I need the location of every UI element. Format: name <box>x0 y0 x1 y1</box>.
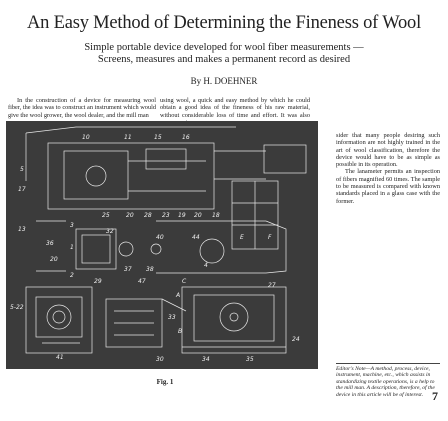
figure-label: A <box>176 292 181 299</box>
figure-label: C <box>182 278 187 285</box>
byline-prefix: By <box>190 76 202 86</box>
figure-label: 41 <box>56 354 64 361</box>
figure-label: 20 <box>126 212 134 219</box>
author-name: H. DOEHNER <box>203 76 258 86</box>
editors-note: Editor's Note—A method, process, device, instrument, machine, etc., which assists in standardizing textile operations, is a help to the mill man. A description, therefore, of the device in this article will be of interest. <box>336 363 440 398</box>
article-title: An Easy Method of Determining the Fineness of Wool <box>26 13 422 33</box>
figure-label: 20 <box>194 212 202 219</box>
figure-label: 2 <box>70 272 74 279</box>
figure-label: 28 <box>144 212 152 219</box>
figure-label: 16 <box>182 134 190 141</box>
figure-label: 17 <box>18 186 26 193</box>
figure-label: 36 <box>46 240 54 247</box>
article-subtitle-line-2: Screens, measures and makes a permanent record as desired <box>97 54 351 65</box>
figure-label: 5-22 <box>10 304 24 311</box>
figure-label: 4 <box>204 262 208 269</box>
byline <box>0 76 448 86</box>
figure-label: 40 <box>156 234 164 241</box>
figure-label: 24 <box>292 336 300 343</box>
article-subtitle-line-1: Simple portable device developed for wool fiber measurements — <box>84 42 364 53</box>
body-column-1: In the construction of a device for measuring wool fiber, the idea was to construct an instrument which would give the wool grower, the wool dealer, and the mill man <box>8 97 156 119</box>
figure-label: 10 <box>82 134 90 141</box>
figure-label: 18 <box>212 212 220 219</box>
figure-label: 38 <box>146 266 154 273</box>
body-column-2: using wool, a quick and easy method by which he could obtain a good idea of the fineness of his raw material, without considerable loss of time and effort. It was also <box>160 97 310 119</box>
figure-label: 32 <box>106 228 114 235</box>
lanameter-patent-drawing <box>6 121 318 369</box>
figure-label: 29 <box>94 278 102 285</box>
figure-label: 25 <box>102 212 110 219</box>
body-paragraph: The lanameter permits an inspection of fibers magnified 60 times. The sample to be measured is compared with known standards placed in a glass case with the former. <box>336 168 440 205</box>
figure-1-technical-drawing <box>6 121 318 369</box>
figure-label: E <box>240 234 244 241</box>
figure-label: 3 <box>70 222 74 229</box>
figure-label: 34 <box>202 356 210 363</box>
figure-label: 30 <box>156 356 164 363</box>
body-paragraph: sider that many people desiring such information are not highly trained in the art of wool classification, therefore the device would have to be as simple as possible in its operation. <box>336 132 440 169</box>
figure-label: 15 <box>154 134 162 141</box>
body-column-3 <box>336 132 440 205</box>
figure-caption: Fig. 1 <box>156 378 174 386</box>
figure-label: 37 <box>124 266 132 273</box>
figure-label: 5 <box>20 166 24 173</box>
figure-label: 33 <box>168 314 176 321</box>
figure-label: 11 <box>124 134 132 141</box>
figure-label: 19 <box>178 212 186 219</box>
figure-label: 35 <box>246 356 254 363</box>
figure-label: 27 <box>268 282 276 289</box>
figure-label: B <box>178 328 183 335</box>
page-number: 7 <box>432 389 438 403</box>
figure-label: 44 <box>192 234 200 241</box>
figure-label: 1 <box>70 244 74 251</box>
figure-label: 23 <box>162 212 170 219</box>
figure-label: 47 <box>138 278 146 285</box>
figure-label: 13 <box>18 226 26 233</box>
figure-label: F <box>268 234 272 241</box>
figure-label: 20 <box>50 256 58 263</box>
